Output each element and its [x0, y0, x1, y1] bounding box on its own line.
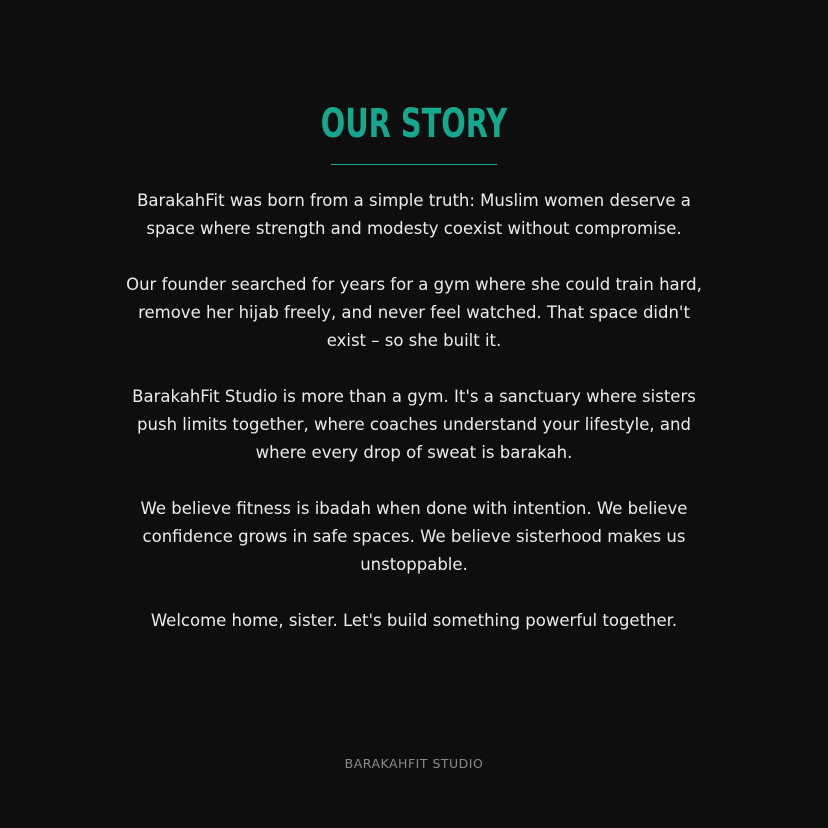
- story-paragraph-2: Our founder searched for years for a gym where she could train hard, remove her hijab freely, and never feel watched. That space didn't exist – so she built it.: [126, 275, 702, 350]
- story-paragraph-1: BarakahFit was born from a simple truth: Muslim women deserve a space where strength and modesty coexist without compromise.: [137, 191, 691, 238]
- story-body: [120, 187, 708, 635]
- page-title: OUR STORY: [320, 101, 508, 147]
- story-paragraph-3: BarakahFit Studio is more than a gym. It's a sanctuary where sisters push limits together, where coaches understand your lifestyle, and where every drop of sweat is barakah.: [132, 387, 696, 462]
- footer-brand: BARAKAHFIT STUDIO: [344, 756, 484, 771]
- story-paragraph-5: Welcome home, sister. Let's build something powerful together.: [150, 611, 678, 630]
- title-divider: [331, 164, 497, 165]
- story-paragraph-4: We believe fitness is ibadah when done with intention. We believe confidence grows in safe spaces. We believe sisterhood makes us unstoppable.: [140, 499, 688, 574]
